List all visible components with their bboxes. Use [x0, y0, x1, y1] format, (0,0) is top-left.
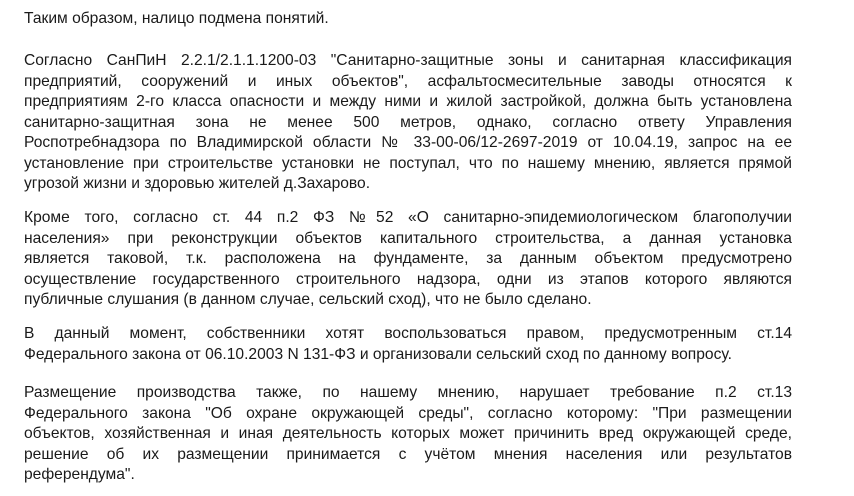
- text-line: Размещение производства также, по нашему мнению, нарушает требование п.2 ст.13: [24, 384, 792, 401]
- paragraph-conclusion: [24, 9, 329, 30]
- text-line: Федерального закона от 06.10.2003 N 131-ФЗ и организовали сельский сход по данному вопросу.: [24, 345, 732, 363]
- text-line: Федерального закона "Об охране окружающей среды", согласно которому: "При размещении: [24, 404, 792, 422]
- text-line: В данный момент, собственники хотят воспользоваться правом, предусмотренным ст.14: [24, 325, 792, 342]
- paragraph-fz52: [24, 208, 792, 311]
- text-line: угрозой жизни и здоровью жителей д.Захарово.: [24, 175, 371, 192]
- text-line: решение об их размещении принимается с учётом мнения населения или результатов: [24, 445, 792, 463]
- text-line: Согласно СанПиН 2.2.1/2.1.1.1200-03 "Санитарно-защитные зоны и санитарная классификация: [24, 52, 792, 69]
- text-line: санитарно-защитная зона не менее 500 метров, однако, согласно ответу Управления: [24, 113, 792, 131]
- paragraph-environment-law: [24, 383, 792, 486]
- text-line: является таковой, т.к. расположена на фундаменте, за данным объектом предусмотрено: [24, 250, 792, 267]
- text-line: населения» при реконструкции объектов капитального строительства, а данная установка: [24, 229, 792, 247]
- text-line: референдума".: [24, 466, 135, 483]
- paragraph-131fz: [24, 324, 792, 365]
- paragraph-sanpin: [24, 51, 792, 195]
- text-line: предприятиям 2-го класса опасности и между ними и жилой застройкой, должна быть установлена: [24, 93, 792, 110]
- text-line: Таким образом, налицо подмена понятий.: [24, 10, 329, 27]
- text-line: предприятий, сооружений и иных объектов", асфальтосмесительные заводы относятся к: [24, 72, 792, 90]
- text-line: Роспотребнадзора по Владимирской области № 33-00-06/12-2697-2019 от 10.04.19, запрос на ее: [24, 134, 792, 151]
- text-line: объектов, хозяйственная и иная деятельность которых может причинить вред окружающей среде,: [24, 425, 792, 442]
- text-line: публичные слушания (в данном случае, сельский сход), что не было сделано.: [24, 291, 592, 308]
- text-line: установление при строительстве установки не поступал, что по нашему мнению, является прямой: [24, 154, 792, 172]
- text-line: осуществление государственного строительного надзора, одни из этапов которого являются: [24, 270, 792, 288]
- text-line: Кроме того, согласно ст. 44 п.2 ФЗ №52 «О санитарно-эпидемиологическом благополучии: [24, 209, 792, 226]
